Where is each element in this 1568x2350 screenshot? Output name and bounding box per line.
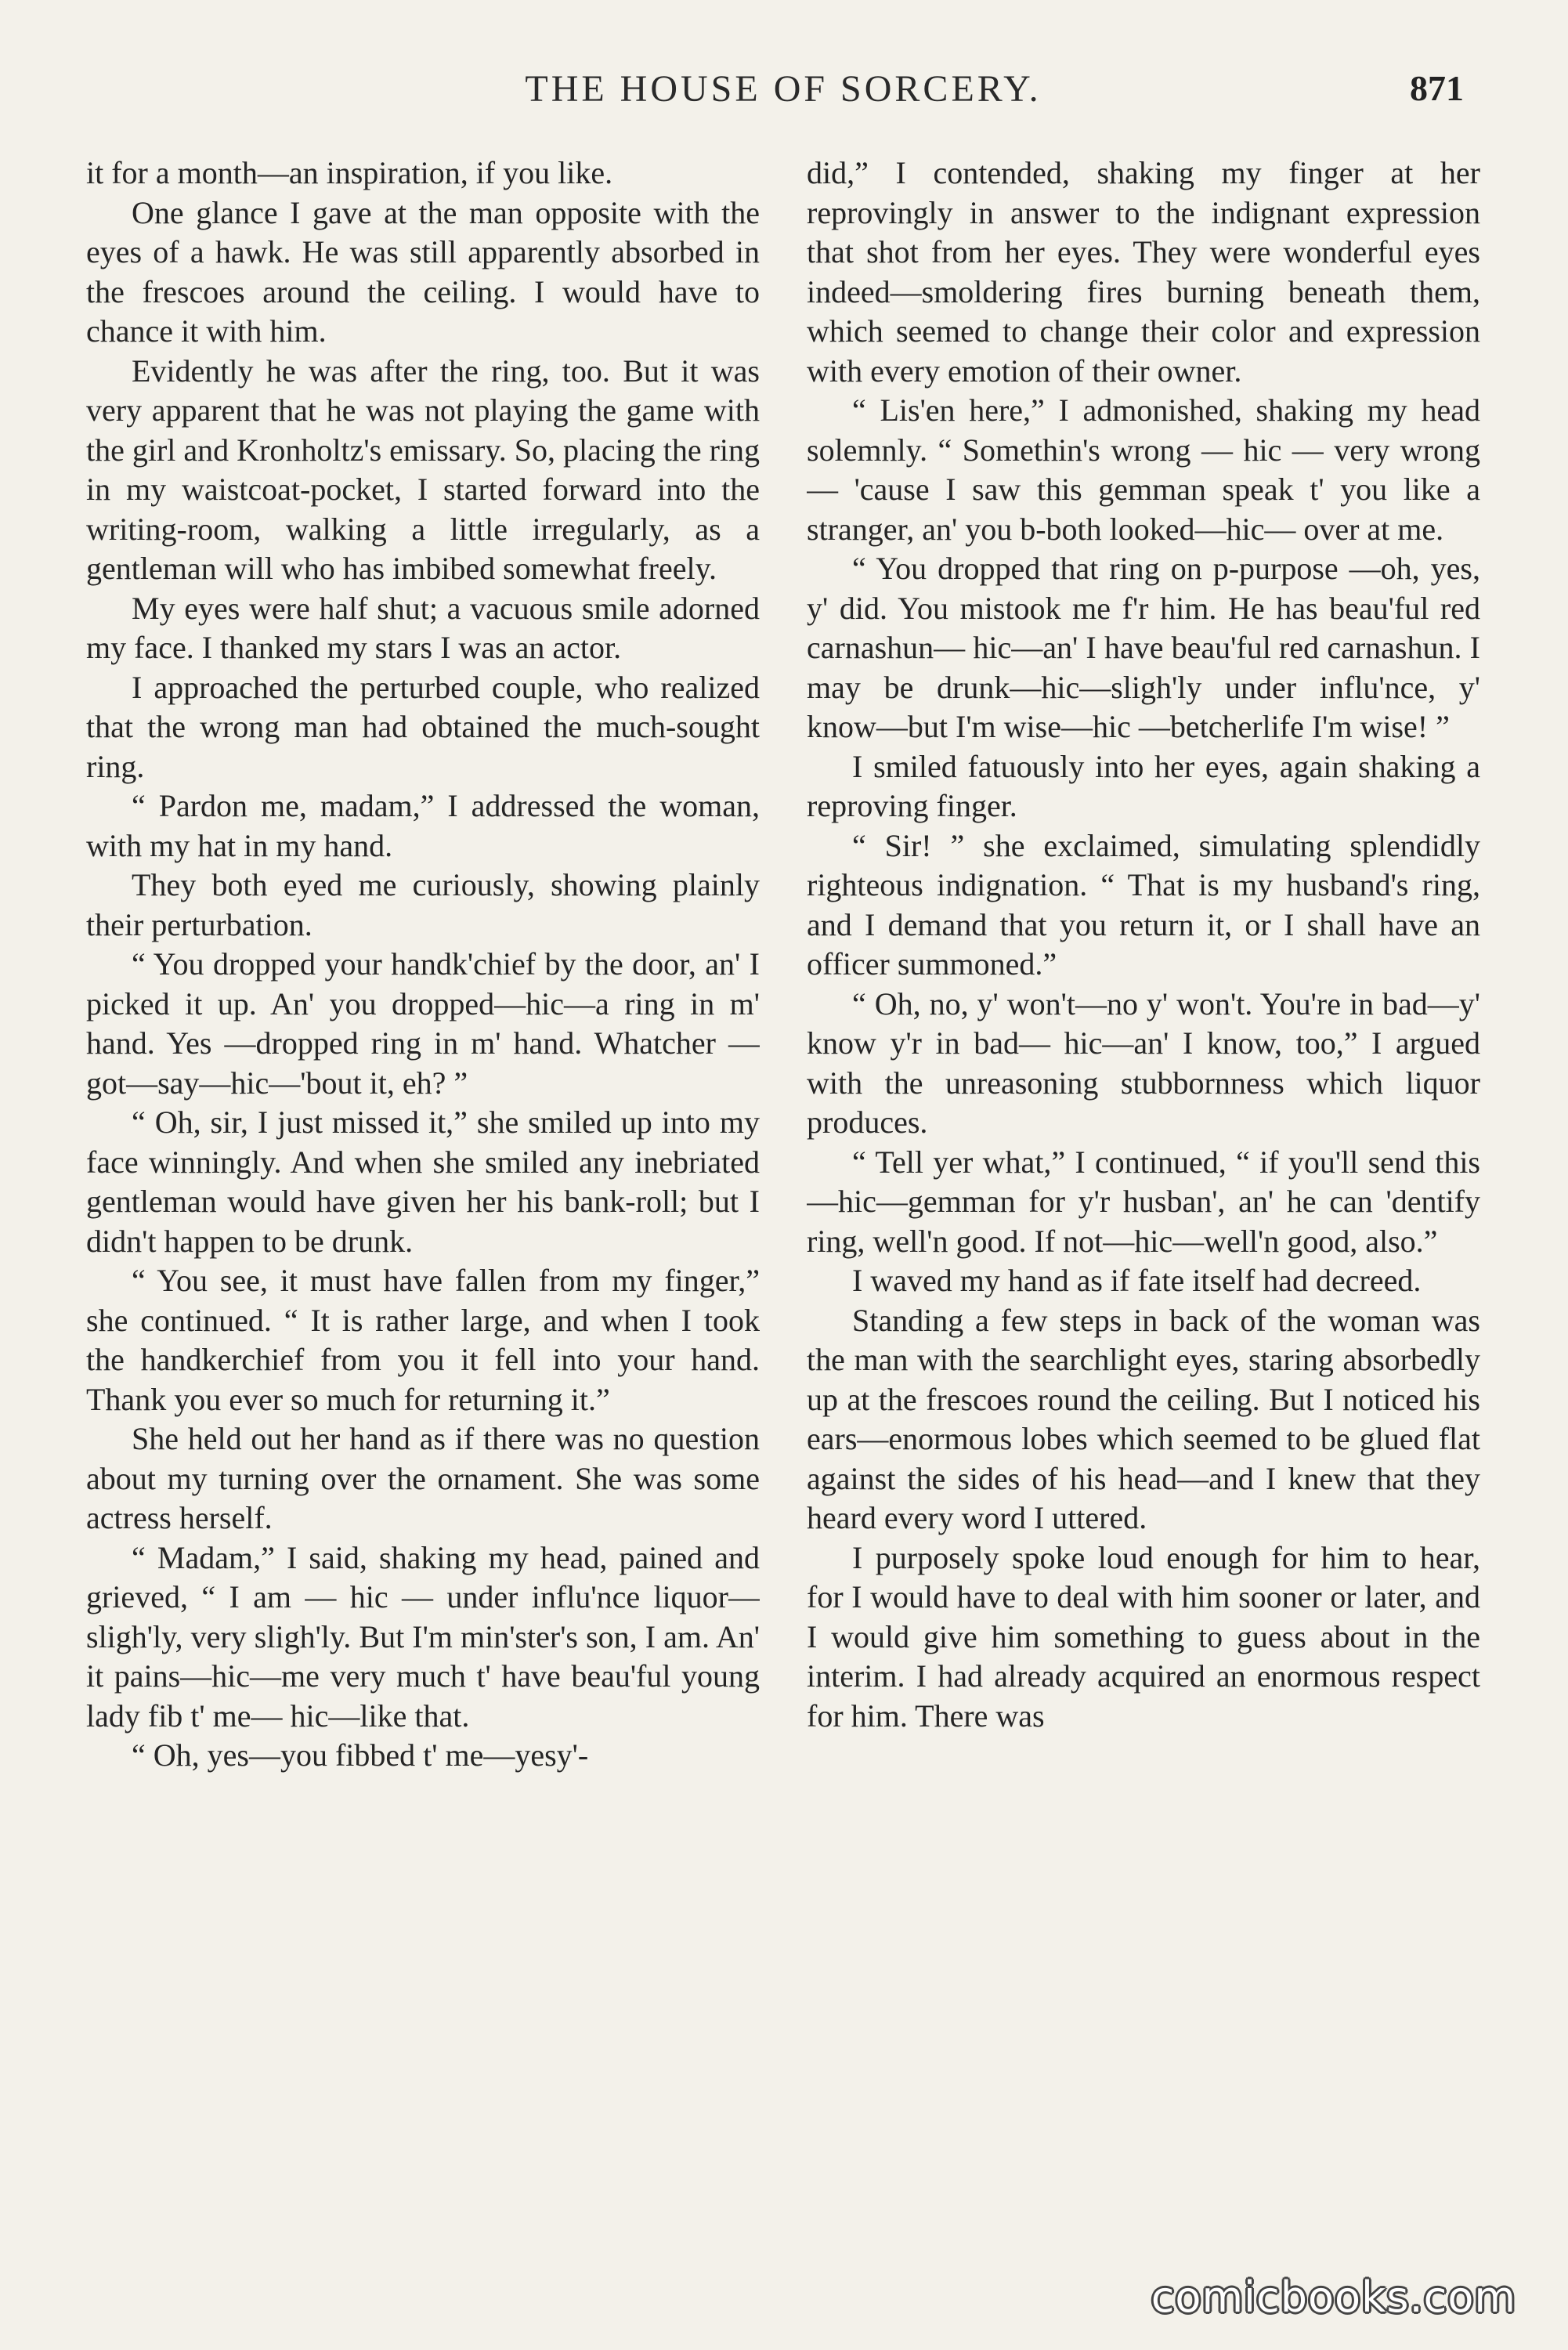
running-title: THE HOUSE OF SORCERY. [525,68,1042,110]
watermark: comicbooks.com [1151,2272,1516,2322]
paragraph: I purposely spoke loud enough for him to hear, for I would have to deal with him sooner or later, and I would give him something to guess about in the interim. I had already acquired an enormous respect for him. There was [807,1539,1480,1734]
paragraph: “ Madam,” I said, shaking my head, pained and grieved, “ I am — hic — under influ'nce liquor—sligh'ly, very sligh'ly. But I'm min'ster's son, I am. An' it pains—hic—me very much t' have beau'ful young lady fib t' me— hic—like that. [86,1539,760,1734]
paragraph: “ Oh, yes—you fibbed t' me—yesy'- [132,1737,589,1773]
left-column [86,154,760,2269]
paragraph: did,” I contended, shaking my finger at her reprovingly in answer to the indignant expression that shot from her eyes. They were wonderful eyes indeed—smoldering fires burning beneath them, which seemed to change their color and expression with every emotion of their owner. [807,155,1480,389]
paragraph: I smiled fatuously into her eyes, again shaking a reproving finger. [807,748,1480,823]
paragraph: She held out her hand as if there was no question about my turning over the ornament. She was some actress herself. [86,1421,760,1535]
page-number: 871 [1410,68,1464,108]
paragraph: it for a month—an inspiration, if you like. [86,155,613,190]
paragraph: Evidently he was after the ring, too. But it was very apparent that he was not playing the game with the girl and Kronholtz's emissary. So, placing the ring in my waistcoat-pocket, I started forward into the writing-room, walking a little irregularly, as a gentleman will who has imbibed somewhat freely. [86,352,760,586]
right-column [807,154,1480,2269]
paragraph: “ Oh, no, y' won't—no y' won't. You're in bad—y' know y'r in bad— hic—an' I know, too,” I argued with the unreasoning stubbornness which liquor produces. [807,985,1480,1140]
paragraph: They both eyed me curiously, showing plainly their perturbation. [86,867,760,942]
paragraph: “ Sir! ” she exclaimed, simulating splendidly righteous indignation. “ That is my husband's ring, and I demand that you return it, or I shall have an officer summoned.” [807,827,1480,982]
paragraph: “ You dropped that ring on p-purpose —oh, yes, y' did. You mistook me f'r him. He has beau'ful red carnashun— hic—an' I have beau'ful red carnashun. I may be drunk—hic—sligh'ly under influ'nce, y' know—but I'm wise—hic —betcherlife I'm wise! ” [807,551,1480,744]
page-header [0,67,1568,122]
paragraph: “ Pardon me, madam,” I addressed the woman, with my hat in my hand. [86,788,760,863]
paragraph: “ Tell yer what,” I continued, “ if you'll send this—hic—gemman for y'r husban', an' he can 'dentify ring, well'n good. If not—hic—well'n good, also.” [807,1144,1480,1259]
paragraph: I approached the perturbed couple, who realized that the wrong man had obtained the much-sought ring. [86,669,760,784]
paragraph: “ You see, it must have fallen from my finger,” she continued. “ It is rather large, and when I took the handkerchief from you it fell into your hand. Thank you ever so much for returning it.” [86,1263,760,1417]
paragraph: “ Oh, sir, I just missed it,” she smiled up into my face winningly. And when she smiled any inebriated gentleman would have given her his bank-roll; but I didn't happen to be drunk. [86,1104,760,1259]
paragraph: “ Lis'en here,” I admonished, shaking my head solemnly. “ Somethin's wrong — hic — very wrong — 'cause I saw this gemman speak t' you like a stranger, an' you b-both looked—hic— over at me. [807,392,1480,547]
paragraph: Standing a few steps in back of the woman was the man with the searchlight eyes, staring absorbedly up at the frescoes round the ceiling. But I noticed his ears—enormous lobes which seemed to be glued flat against the sides of his head—and I knew that they heard every word I uttered. [807,1302,1480,1535]
paragraph: “ You dropped your handk'chief by the door, an' I picked it up. An' you dropped—hic—a ring in m' hand. Yes —dropped ring in m' hand. Whatcher —got—say—hic—'bout it, eh? ” [86,946,760,1101]
paragraph: I waved my hand as if fate itself had decreed. [852,1263,1422,1298]
paragraph: One glance I gave at the man opposite with the eyes of a hawk. He was still apparently absorbed in the frescoes around the ceiling. I would have to chance it with him. [86,194,760,349]
paragraph: My eyes were half shut; a vacuous smile adorned my face. I thanked my stars I was an actor. [86,590,760,665]
